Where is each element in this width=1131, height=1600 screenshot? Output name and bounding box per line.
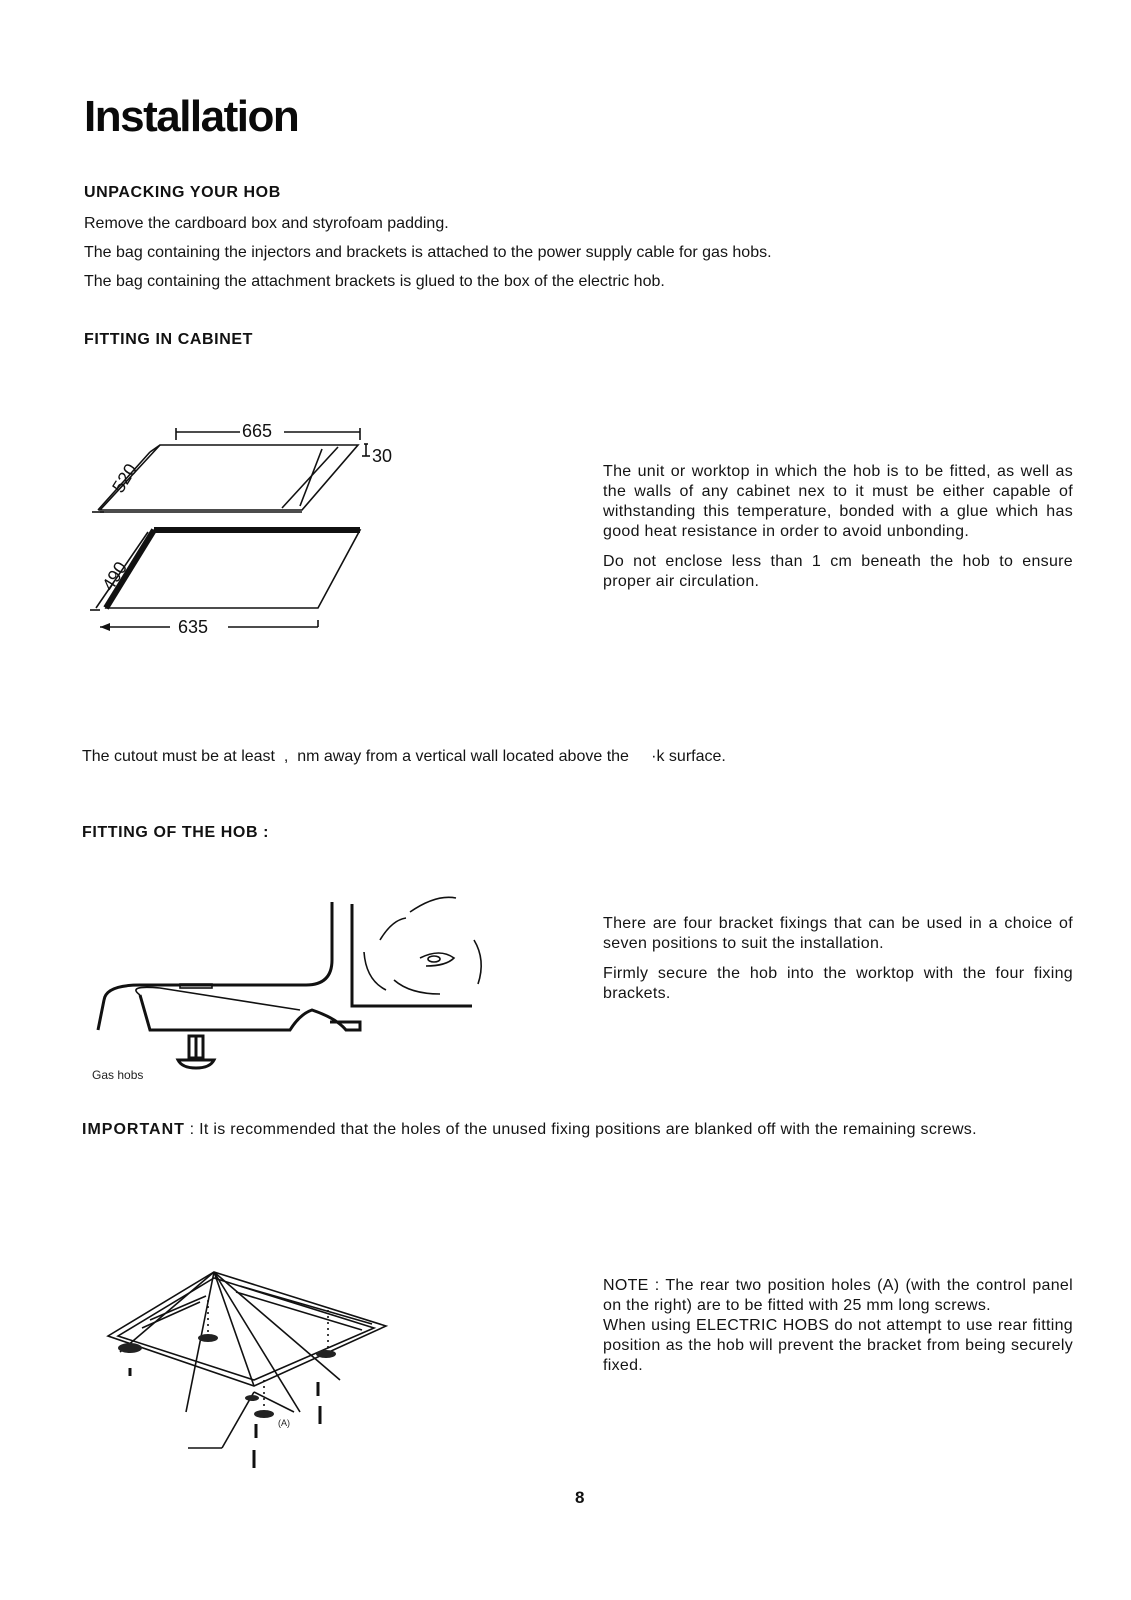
note-paragraph-1: NOTE : The rear two position holes (A) (with the control panel on the right) are to be fitted with 25 mm long screws. [603, 1277, 1073, 1314]
position-a-label: (A) [278, 1418, 290, 1428]
gas-hobs-caption: Gas hobs [92, 1068, 144, 1082]
fitting-cabinet-paragraph-2: Do not enclose less than 1 cm beneath the hob to ensure proper air circulation. [603, 553, 1073, 590]
note-text [603, 1276, 1073, 1386]
cutout-note: The cutout must be at least , nm away from a vertical wall located above the ·k surface. [82, 748, 726, 765]
fitting-hob-paragraph-2: Firmly secure the hob into the worktop with the four fixing brackets. [603, 965, 1073, 1002]
unpacking-line-1: Remove the cardboard box and styrofoam padding. [84, 215, 449, 232]
dim-cut-width: 635 [178, 617, 209, 637]
dim-cut-depth: 490 [98, 558, 132, 595]
dim-thickness: 30 [372, 446, 393, 466]
page-number: 8 [575, 1488, 585, 1507]
page-title: Installation [84, 92, 299, 141]
fitting-hob-paragraph-1: There are four bracket fixings that can be used in a choice of seven positions to suit the installation. [603, 915, 1073, 952]
important-text: : It is recommended that the holes of the unused fixing positions are blanked off with the remaining screws. [184, 1121, 977, 1138]
important-label: IMPORTANT [82, 1121, 185, 1138]
fitting-hob-heading: FITTING OF THE HOB : [82, 824, 270, 841]
fitting-cabinet-heading: FITTING IN CABINET [84, 331, 254, 348]
fitting-cabinet-paragraph-1: The unit or worktop in which the hob is to be fitted, as well as the walls of any cabinet nex to it must be either capable of withstanding this temperature, bonded with a glue which has good heat resistance in order to avoid unbonding. [603, 463, 1073, 540]
unpacking-heading: UNPACKING YOUR HOB [84, 184, 281, 201]
unpacking-line-2: The bag containing the injectors and brackets is attached to the power supply cable for gas hobs. [84, 244, 772, 261]
unpacking-line-3: The bag containing the attachment brackets is glued to the box of the electric hob. [84, 273, 665, 290]
dim-top-width: 665 [242, 421, 273, 441]
note-paragraph-2: When using ELECTRIC HOBS do not attempt to use rear fitting position as the hob will prevent the bracket from being securely fixed. [603, 1317, 1073, 1374]
dim-top-depth: 520 [108, 460, 142, 497]
